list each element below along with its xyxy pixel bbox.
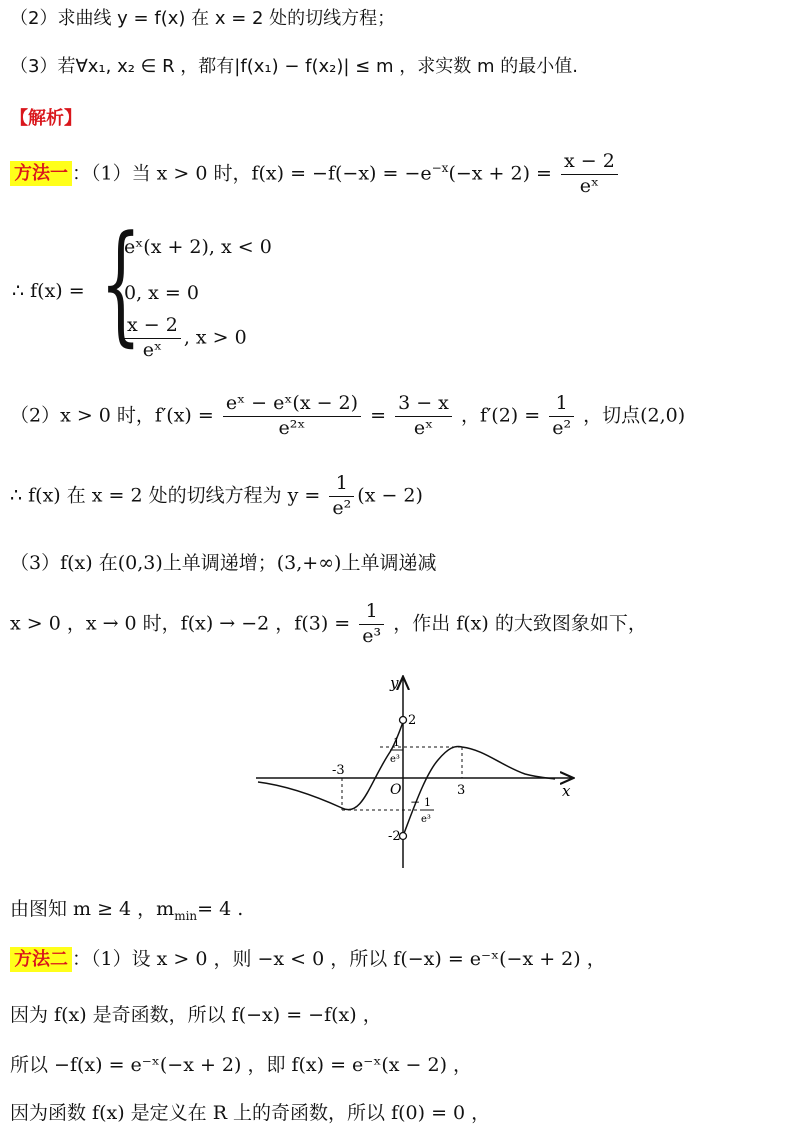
origin-label: O: [390, 782, 402, 798]
method2-line2: 因为 f(x) 是奇函数，所以 f(−x) = −f(x) ，: [10, 1004, 382, 1026]
tick-2: 2: [408, 713, 417, 728]
part2-derivative: （2）x > 0 时，f′(x) = $\frac{\text{eˣ − eˣ(x − 2)}}{\text{e²ˣ}}$ = $\frac{3 - x}{\text{eˣ}}$ ，f′(2) = $\frac{1}{\text{e²}}$ ，切点(2,0): [10, 392, 686, 439]
left-brace: {: [100, 207, 142, 359]
svg-text:1: 1: [393, 736, 400, 749]
svg-text:e³: e³: [390, 754, 400, 765]
tick-3: 3: [457, 783, 466, 798]
limit-line: x > 0 ，x → 0 时，f(x) → −2 ，f(3) = $\frac{1}{\text{e³}}$ ，作出 f(x) 的大致图象如下，: [10, 600, 647, 647]
tick-neg2: -2: [388, 829, 401, 844]
curve-left: [258, 722, 403, 810]
open-point-top: [400, 717, 407, 724]
piecewise-function: ∴ f(x) = { eˣ(x + 2), x < 0 0, x = 0 $\frac{x - 2}{\text{eˣ}}$ , x > 0: [12, 207, 272, 361]
analysis-heading: 【解析】: [10, 108, 82, 129]
method2-line4: 因为函数 f(x) 是定义在 R 上的奇函数，所以 f(0) = 0 ，: [10, 1102, 491, 1124]
y-axis-label: y: [390, 674, 399, 692]
conclusion-line: 由图知 m ≥ 4 ，$m_{min}= 4$ .: [10, 898, 244, 923]
svg-text:1: 1: [424, 796, 431, 809]
method2-tag: 方法二: [10, 947, 72, 972]
tangent-line: ∴ f(x) 在 x = 2 处的切线方程为 y = $\frac{1}{\text{e²}}$ (x − 2): [10, 472, 423, 519]
method2-part1: 方法二 ：（1）设 x > 0 ，则 −x < 0 ，所以 f(−x) = e⁻ˣ(−x + 2) ，: [10, 944, 606, 971]
svg-text:−: −: [410, 795, 421, 809]
fraction: $\frac{x - 2}{\text{eˣ}}$: [561, 150, 618, 199]
svg-text:e³: e³: [421, 814, 431, 825]
question-2: （2）求曲线 y = f(x) 在 x = 2 处的切线方程；: [10, 8, 396, 29]
tick-neg3: -3: [332, 763, 345, 778]
method2-line3: 所以 −f(x) = e⁻ˣ(−x + 2) ，即 f(x) = e⁻ˣ(x − 2) ，: [10, 1054, 473, 1076]
method1-part1: 方法一 ：（1）当 x > 0 时，$f(x) = -f(-x) = -e^{-x}(-x + 2)$ = $\frac{x - 2}{\text{eˣ}}$: [10, 150, 621, 199]
function-graph: [250, 670, 590, 880]
question-3: （3）若∀x₁, x₂ ∈ R ，都有|f(x₁) − f(x₂)| ≤ m ，求实数 m 的最小值.: [10, 56, 578, 77]
method1-tag: 方法一: [10, 161, 72, 186]
x-axis-label: x: [562, 782, 571, 800]
label-frac-pos: [390, 736, 403, 765]
part3-monotonic: （3）f(x) 在(0,3)上单调递增；(3,+∞)上单调递减: [10, 552, 437, 574]
